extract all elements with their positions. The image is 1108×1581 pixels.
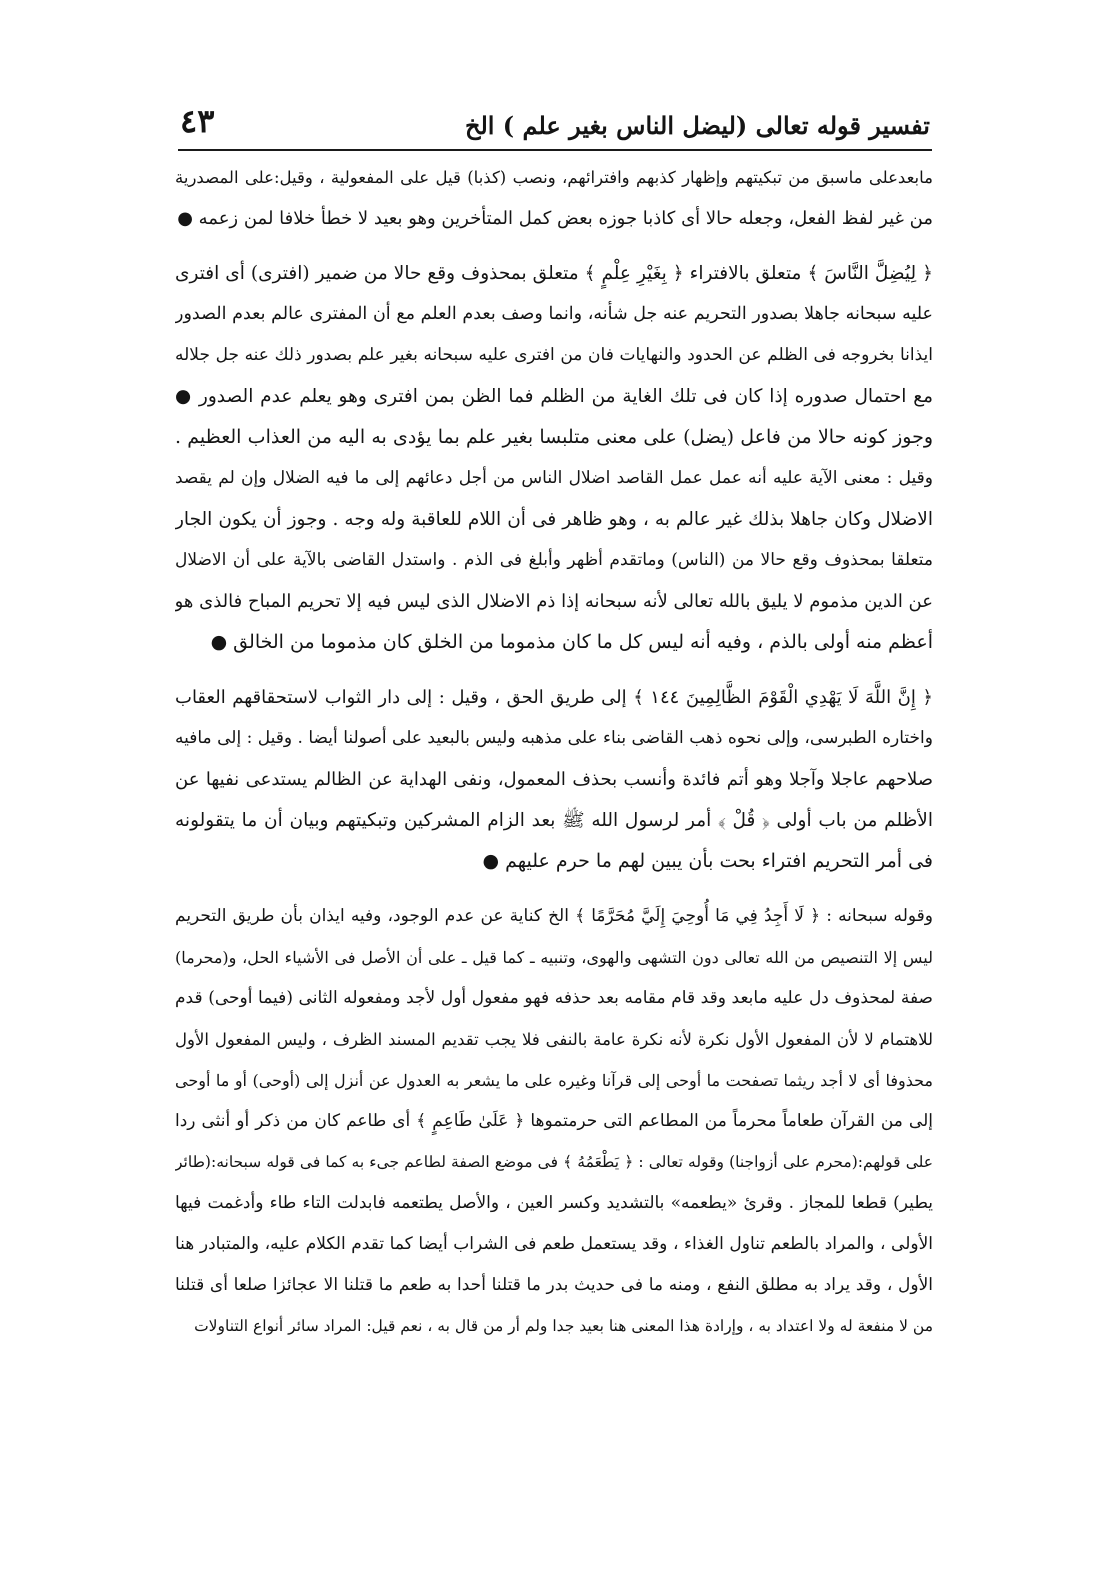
text-line: ﴿ إِنَّ اللَّهَ لَا يَهْدِي الْقَوْمَ الظَّالِمِينَ ١٤٤ ﴾ إلى طريق الحق ، وقيل : إلى دار الثواب لاستحقاقهم العقاب: [175, 687, 933, 708]
text-line: عليه سبحانه جاهلا بصدور التحريم عنه جل شأنه، وانما وصف بعدم العلم مع أن المفترى عالم بعدم الصدور: [175, 304, 933, 324]
text-line: مع احتمال صدوره إذا كان فى تلك الغاية من الظلم فما الظن بمن افترى وهو يعلم عدم الصدور ●: [175, 386, 933, 407]
text-line: واختاره الطبرسى، وإلى نحوه ذهب القاضى بناء على مذهبه وليس بالبعيد على أصولنا أيضا . وقيل : إلى مافيه: [175, 728, 933, 748]
text-line: وقوله سبحانه : ﴿ لَا أَجِدُ فِي مَا أُوحِيَ إِلَيَّ مُحَرَّمًا ﴾ الخ كناية عن عدم الوجود، وفيه ايذان بأن طريق التحريم: [175, 906, 933, 926]
text-line: ليس إلا التنصيص من الله تعالى دون التشهى والهوى، وتنبيه ـ كما قيل ـ على أن الأصل فى الأشياء الحل، و(محرما): [175, 948, 933, 967]
text-line: الأولى ، والمراد بالطعم تناول الغذاء ، وقد يستعمل طعم فى الشراب أيضا كما تقدم الكلام عليه، والمتبادر هنا: [175, 1234, 933, 1254]
text-line: يطير) قطعا للمجاز . وقرئ «يطعمه» بالتشديد وكسر العين ، والأصل يطتعمه فابدلت التاء طاء وأدغمت فيها: [175, 1193, 933, 1213]
text-line: ايذانا بخروجه فى الظلم عن الحدود والنهايات فان من افترى عليه سبحانه بغير علم بصدور ذلك عنه جل جلاله: [175, 345, 933, 365]
body-text: [175, 157, 933, 1347]
text-line: الأول ، وقد يراد به مطلق النفع ، ومنه ما فى حديث بدر ما قتلنا أحدا به طعم ما قتلنا الا عجائزا صلعا أى قتلنا: [175, 1275, 933, 1295]
page-header: [180, 96, 930, 140]
text-line: صفة لمحذوف دل عليه مابعد وقد قام مقامه بعد حذفه فهو مفعول أول لأجد ومفعوله الثانى (فيما أوحى) قدم: [175, 988, 933, 1008]
text-line: فى أمر التحريم افتراء بحت بأن يبين لهم ما حرم عليهم ●: [482, 850, 933, 872]
text-line: من غير لفظ الفعل، وجعله حالا أى كاذبا جوزه بعض كمل المتأخرين وهو بعيد لا خطأ خلافا لمن زعمه ●: [177, 208, 933, 229]
paragraph: [175, 253, 933, 663]
text-line: وقيل : معنى الآية عليه أنه عمل عمل القاصد اضلال الناس من أجل دعائهم إلى ما فيه الضلال وإن لم يقصد: [175, 468, 933, 488]
text-line: الاضلال وكان جاهلا بذلك غير عالم به ، وهو ظاهر فى أن اللام للعاقبة وله وجه . وجوز أن يكون الجار: [175, 509, 933, 530]
text-line: إلى من القرآن طعاماً محرماً من المطاعم التى حرمتموها ﴿ عَلَىٰ طَاعِمٍ ﴾ أى طاعم كان من ذكر أو أنثى ردا: [175, 1111, 933, 1131]
header-rule: [178, 149, 932, 151]
text-line: من لا منفعة له ولا اعتداد به ، وإرادة هذا المعنى هنا بعيد جدا ولم أر من قال به ، نعم قيل: المراد سائر أنواع التناولات: [194, 1317, 933, 1335]
paragraph: [175, 677, 933, 882]
text-line: صلاحهم عاجلا وآجلا وهو أتم فائدة وأنسب بحذف المعمول، ونفى الهداية عن الظالم يستدعى نفيها عن: [175, 769, 933, 790]
text-line: وجوز كونه حالا من فاعل (يضل) على معنى متلبسا بغير علم بما يؤدى به اليه من العذاب العظيم .: [175, 426, 933, 448]
text-line: أعظم منه أولى بالذم ، وفيه أنه ليس كل ما كان مذموما من الخلق كان مذموما من الخالق ●: [210, 631, 933, 653]
text-line: مابعدعلى ماسبق من تبكيتهم وإظهار كذبهم وافترائهم، ونصب (كذبا) قيل على المفعولية ، وقيل:على المصدرية: [175, 168, 933, 187]
text-line: للاهتمام لا لأن المفعول الأول نكرة لأنه نكرة عامة بالنفى فلا يجب تقديم المسند الظرف ، وليس المفعول الأول: [175, 1030, 933, 1049]
text-line: عن الدين مذموم لا يليق بالله تعالى لأنه سبحانه إذا ذم الاضلال الذى ليس فيه إلا تحريم المباح فالذى هو: [175, 591, 933, 612]
paragraph: [175, 157, 933, 239]
text-line: محذوفا أى لا أجد ريثما تصفحت ما أوحى إلى قرآنا وغيره على ما يشعر به العدول عن أنزل إلى (أوحى) أو ما أوحى: [175, 1071, 933, 1090]
running-title: تفسير قوله تعالى (ليضل الناس بغير علم ) الخ: [464, 111, 930, 140]
page-number: ٤٣: [180, 102, 215, 140]
paragraph: [175, 896, 933, 1347]
text-line: ﴿ لِيُضِلَّ النَّاسَ ﴾ متعلق بالافتراء ﴿ بِغَيْرِ عِلْمٍ ﴾ متعلق بمحذوف وقع حالا من ضمير (افترى) أى افترى: [175, 263, 933, 284]
text-line: متعلقا بمحذوف وقع حالا من (الناس) وماتقدم أظهر وأبلغ فى الذم . واستدل القاضى بالآية على أن الاضلال: [175, 550, 933, 570]
text-line: الأظلم من باب أولى ﴿ قُلْ ﴾ أمر لرسول الله ﷺ بعد الزام المشركين وتبكيتهم وبيان أن ما يتقولونه: [175, 810, 933, 831]
text-line: على قولهم:(محرم على أزواجنا) وقوله تعالى : ﴿ يَطْعَمُهُ ﴾ فى موضع الصفة لطاعم جىء به كما فى قوله سبحانه:(طائر: [175, 1153, 933, 1171]
